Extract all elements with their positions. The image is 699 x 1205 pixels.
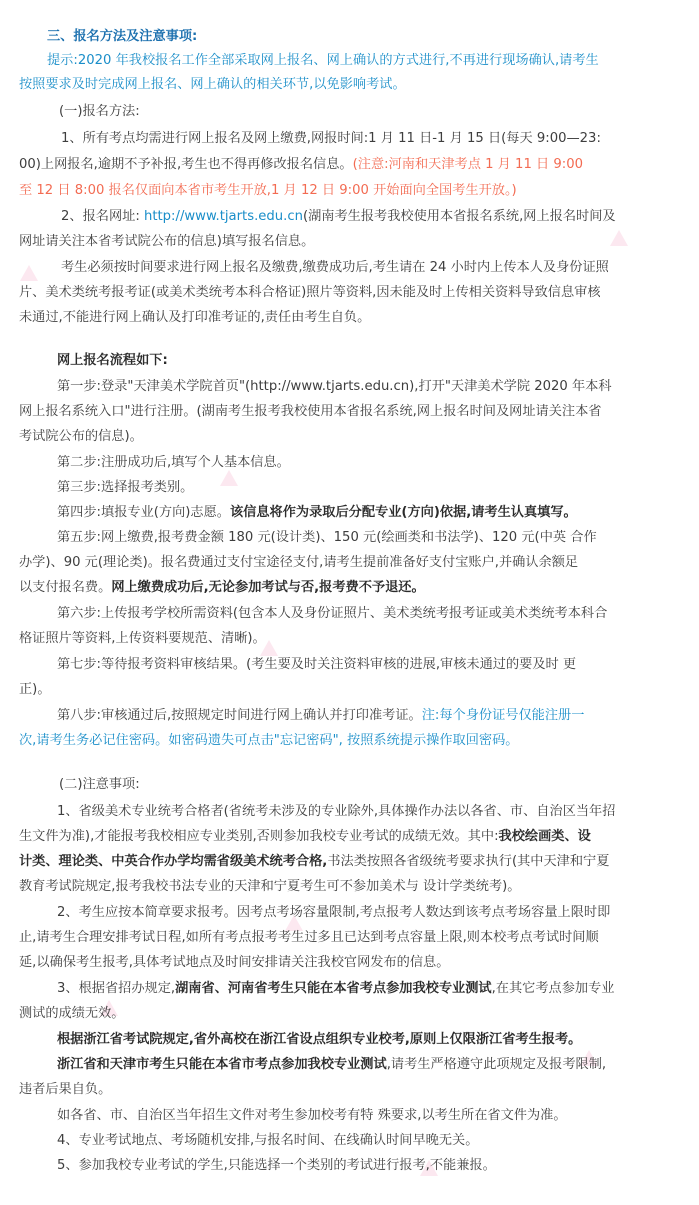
step-line: 次,请考生务必记住密码。如密码遗失可点击"忘记密码", 按照系统提示操作取回密码。: [19, 733, 519, 748]
paragraph-line: 00)上网报名,逾期不予补报,考生也不得再修改报名信息。(注意:河南和天津考点 1 月 11 日 9:00: [19, 157, 584, 172]
paragraph-line: 1、所有考点均需进行网上报名及网上缴费,网报时间:1 月 11 日-1 月 15 日(每天 9:00—23:: [61, 131, 601, 146]
section-title: 三、报名方法及注意事项:: [47, 29, 198, 44]
step-line: 第四步:填报专业(方向)志愿。该信息将作为录取后分配专业(方向)依据,请考生认真填写。: [57, 505, 577, 520]
paragraph-line: 网址请关注本省考试院公布的信息)填写报名信息。: [19, 234, 315, 249]
step-line: 第八步:审核通过后,按照规定时间进行网上确认并打印准考证。注:每个身份证号仅能注册一: [57, 708, 585, 723]
note-line: 2、考生应按本简章要求报考。因考点考场容量限制,考点报考人数达到该考点考场容量上限时即: [57, 905, 611, 920]
paragraph-line: 2、报名网址: http://www.tjarts.edu.cn(湖南考生报考我校使用本省报名系统,网上报名时间及: [61, 209, 616, 224]
step-line: 格证照片等资料,上传资料要规范、清晰)。: [19, 631, 266, 646]
note-line: 延,以确保考生报考,具体考试地点及时间安排请关注我校官网发布的信息。: [19, 955, 450, 970]
step-line: 办学)、90 元(理论类)。报名费通过支付宝途径支付,请考生提前准备好支付宝账户,并确认余额足: [19, 555, 579, 570]
step-line: 第二步:注册成功后,填写个人基本信息。: [57, 455, 290, 470]
decor-triangle: [20, 265, 38, 281]
note-line: 止,请考生合理安排考试日程,如所有考点报考考生过多且已达到考点容量上限,则本校考点考试时间顺: [19, 930, 599, 945]
note-line: 如各省、市、自治区当年招生文件对考生参加校考有特 殊要求,以考生所在省文件为准。: [57, 1108, 567, 1123]
note-line: 浙江省和天津市考生只能在本省市考点参加我校专业测试,请考生严格遵守此项规定及报考限制,: [57, 1057, 607, 1072]
note-line: 测试的成绩无效。: [19, 1006, 125, 1021]
notice-text: (注意:河南和天津考点 1 月 11 日 9:00: [352, 157, 584, 172]
note-line: 5、参加我校专业考试的学生,只能选择一个类别的考试进行报考,不能兼报。: [57, 1158, 496, 1173]
note-line: 生文件为准),才能报考我校相应专业类别,否则参加我校专业考试的成绩无效。其中:我校绘画类、设: [19, 829, 591, 844]
tip-line: 提示:2020 年我校报名工作全部采取网上报名、网上确认的方式进行,不再进行现场确认,请考生: [47, 53, 599, 68]
note-line: 根据浙江省考试院规定,省外高校在浙江省设点组织专业校考,原则上仅限浙江省考生报考。: [57, 1032, 582, 1047]
note-line: 违者后果自负。: [19, 1082, 112, 1097]
paragraph-line: 考生必须按时间要求进行网上报名及缴费,缴费成功后,考生请在 24 小时内上传本人及身份证照: [61, 260, 609, 275]
notice-text: 至 12 日 8:00 报名仅面向本省市考生开放,1 月 12 日 9:00 开始面向全国考生开放。): [19, 183, 517, 198]
step-line: 正)。: [19, 682, 51, 697]
note-line: 教育考试院规定,报考我校书法专业的天津和宁夏考生可不参加美术与 设计学类统考)。: [19, 879, 521, 894]
decor-triangle: [610, 230, 628, 246]
decor-triangle: [220, 470, 238, 486]
website-link[interactable]: http://www.tjarts.edu.cn: [143, 209, 303, 224]
step-line: 第六步:上传报考学校所需资料(包含本人及身份证照片、美术类统考报考证或美术类统考本科合: [57, 606, 608, 621]
method-heading: (一)报名方法:: [59, 104, 140, 119]
step-line: 第一步:登录"天津美术学院首页"(http://www.tjarts.edu.cn),打开"天津美术学院 2020 年本科: [57, 379, 612, 394]
flow-heading: 网上报名流程如下:: [57, 353, 168, 368]
step-line: 第五步:网上缴费,报考费金额 180 元(设计类)、150 元(绘画类和书法学)、120 元(中英 合作: [57, 530, 597, 545]
tip-line: 按照要求及时完成网上报名、网上确认的相关环节,以免影响考试。: [19, 77, 406, 92]
step-line: 第七步:等待报考资料审核结果。(考生要及时关注资料审核的进展,审核未通过的要及时 更: [57, 657, 577, 672]
paragraph-line: 未通过,不能进行网上确认及打印准考证的,责任由考生自负。: [19, 310, 371, 325]
step-line: 网上报名系统入口"进行注册。(湖南考生报考我校使用本省报名系统,网上报名时间及网址请关注本省: [19, 404, 602, 419]
step-line: 考试院公布的信息)。: [19, 429, 143, 444]
note-line: 4、专业考试地点、考场随机安排,与报名时间、在线确认时间早晚无关。: [57, 1133, 479, 1148]
step-line: 第三步:选择报考类别。: [57, 480, 194, 495]
note-line: 1、省级美术专业统考合格者(省统考未涉及的专业除外,具体操作办法以各省、市、自治区当年招: [57, 804, 616, 819]
step-line: 以支付报名费。网上缴费成功后,无论参加考试与否,报考费不予退还。: [19, 580, 425, 595]
notes-heading: (二)注意事项:: [59, 777, 140, 792]
note-line: 计类、理论类、中英合作办学均需省级美术统考合格,书法类按照各省级统考要求执行(其中天津和宁夏: [19, 854, 610, 869]
paragraph-line: 片、美术类统考报考证(或美术类统考本科合格证)照片等资料,因未能及时上传相关资料导致信息审核: [19, 285, 601, 300]
note-line: 3、根据省招办规定,湖南省、河南省考生只能在本省考点参加我校专业测试,在其它考点参加专业: [57, 981, 615, 996]
